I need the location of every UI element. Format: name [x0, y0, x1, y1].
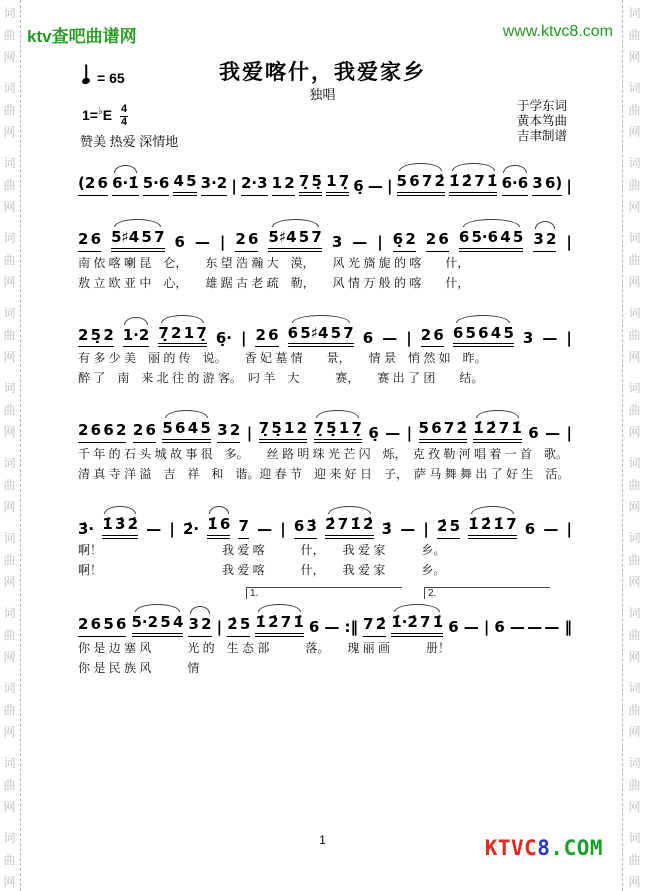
- lyrics-line: 啊！ 我 爱 喀 什， 我 爱 家 乡。: [78, 562, 446, 577]
- song-title: 我爱喀什，我爱家乡: [219, 61, 426, 84]
- note-group: |: [246, 424, 253, 443]
- ornament-char: 曲: [628, 178, 641, 192]
- ornament-char: 网: [3, 875, 16, 889]
- note-group: 6·6: [502, 174, 529, 196]
- note-group: 1̇ 2̇ 7 1̇: [255, 613, 303, 637]
- volta-bracket-2: 2.: [424, 587, 550, 599]
- ornament-char: 词: [628, 81, 641, 95]
- note-group: |: [566, 177, 572, 195]
- note-group: |: [566, 424, 572, 443]
- note-group: 3 6): [532, 174, 562, 196]
- left-border-ornament: [1, 2, 18, 891]
- lyrics-line: 你 是 边 塞 风 光 的 生 态 部 落。 瑰 丽 画 册！: [78, 640, 451, 655]
- note-group: 5 6 7 2̇: [419, 419, 467, 443]
- note-group: 2 6: [426, 230, 449, 252]
- ornament-char: 网: [3, 275, 16, 289]
- note-group: 7̣ 5̣ 1 7̣: [314, 419, 362, 443]
- logo-segment: 8: [537, 836, 551, 860]
- note-group: 5♯4 5 7: [268, 228, 321, 252]
- ornament-char: 词: [3, 81, 16, 95]
- lyrics-line: 千 年 的 石 头 城 故 事 很 多。 丝 路 明 珠 光 芒 闪 烁， 克 孜 勒 河 唱 着 一 首 歌。: [78, 447, 569, 461]
- ktvc8-logo-link[interactable]: [485, 836, 603, 860]
- ornament-char: 网: [3, 200, 16, 214]
- note-group: 2 6: [421, 326, 444, 348]
- key-letter: E: [102, 106, 113, 123]
- notes-row: [78, 505, 572, 539]
- note-group: —: [543, 520, 559, 538]
- credits: [517, 99, 567, 144]
- ornament-char: 曲: [3, 403, 16, 417]
- note-group: — — —: [509, 617, 560, 636]
- note-group: 3 2: [217, 421, 240, 443]
- ornament-char: 网: [3, 350, 16, 364]
- note-group: |: [406, 424, 413, 443]
- lyrics-line: 醉 了 南 来 北 往 的 游 客。 叼 羊 大 赛， 赛 出 了 团 结。: [78, 371, 484, 386]
- note-group: —: [463, 617, 479, 636]
- notation-system: [78, 409, 572, 483]
- notes-row: [78, 218, 572, 252]
- ornament-char: 曲: [3, 328, 16, 342]
- note-group: 5·6: [143, 174, 170, 196]
- note-group: 1̇ 2̇ 7 1̇: [449, 172, 497, 196]
- ornament-char: 词: [628, 306, 641, 320]
- ornament-char: 词: [628, 606, 641, 620]
- note-group: ‖: [564, 617, 572, 636]
- ornament-char: 网: [3, 725, 16, 739]
- note-group: —: [545, 424, 561, 443]
- ornament-char: 词: [628, 6, 641, 20]
- ornament-char: 曲: [628, 853, 641, 867]
- notation-system: [78, 505, 572, 579]
- note-group: 1̇ 2̇ 7 1̇: [473, 419, 521, 443]
- note-group: 7: [238, 517, 248, 539]
- ornament-char: 网: [628, 875, 641, 889]
- ornament-char: 网: [628, 125, 641, 139]
- notation-systems: [78, 162, 572, 699]
- ornament-char: 网: [3, 425, 16, 439]
- note-group: 5·2 5 4: [132, 613, 184, 637]
- song-subtitle: 独唱: [309, 87, 336, 102]
- note-group: —: [194, 232, 210, 251]
- note-group: 6: [308, 617, 320, 636]
- note-group: 6̣ 2: [393, 230, 416, 252]
- key-prefix: 1=: [82, 106, 98, 123]
- note-group: 3̇: [381, 520, 393, 538]
- note-group: 6: [448, 617, 459, 636]
- ornament-char: 网: [628, 650, 641, 664]
- note-group: 6̣·: [215, 328, 232, 347]
- note-group: |: [566, 232, 572, 251]
- note-group: 1̇ 6: [207, 515, 230, 539]
- ornament-char: 网: [628, 575, 641, 589]
- notes-row: [78, 409, 572, 443]
- ornament-char: 曲: [3, 853, 16, 867]
- note-group: 2 6: [133, 421, 156, 443]
- note-group: 2̇ 5: [437, 517, 460, 539]
- ornament-char: 词: [3, 231, 16, 245]
- ornament-char: 曲: [628, 28, 641, 42]
- ornament-char: 词: [628, 831, 641, 845]
- ornament-char: 网: [628, 350, 641, 364]
- note-group: |: [483, 617, 490, 636]
- note-group: —: [352, 232, 368, 251]
- ornament-char: 曲: [628, 253, 641, 267]
- ornament-char: 曲: [3, 478, 16, 492]
- composer-credit: 黄本笃曲: [517, 114, 568, 128]
- note-group: —: [400, 520, 416, 538]
- note-group: 6·1̇: [112, 174, 139, 196]
- note-group: 6: [524, 520, 536, 538]
- notes-row: [78, 603, 572, 637]
- note-group: 2 6: [255, 326, 278, 348]
- ornament-char: 曲: [3, 553, 16, 567]
- tempo-marking: [82, 70, 125, 86]
- lyrics-line: 啊！ 我 爱 喀 什， 我 爱 家 乡。: [78, 542, 446, 557]
- ornament-char: 网: [3, 500, 16, 514]
- note-group: |: [406, 328, 412, 347]
- note-group: 2̇ 5: [227, 615, 250, 637]
- note-group: 5♯4 5 7: [111, 228, 164, 252]
- note-group: 6: [528, 424, 539, 443]
- ornament-char: 词: [3, 156, 16, 170]
- expression-marking: 赞美 热爱 深情地: [80, 134, 179, 149]
- ornament-char: 词: [628, 156, 641, 170]
- note-group: —: [324, 617, 340, 636]
- ornament-char: 网: [3, 125, 16, 139]
- note-group: 2̇·: [182, 520, 200, 538]
- time-signature: $\frac{4}{4}$: [121, 103, 128, 128]
- note-group: |: [423, 520, 429, 538]
- note-group: 2·3: [241, 174, 268, 196]
- ornament-char: 词: [628, 756, 641, 770]
- ornament-char: 网: [628, 425, 641, 439]
- ornament-char: 词: [3, 681, 16, 695]
- ornament-char: 词: [3, 381, 16, 395]
- ornament-char: 曲: [3, 178, 16, 192]
- note-group: 2 6: [78, 230, 101, 252]
- ornament-char: 曲: [628, 103, 641, 117]
- volta-bracket-1: 1.: [246, 587, 402, 599]
- ornament-char: 词: [3, 456, 16, 470]
- lyricist-credit: 于学东词: [517, 99, 568, 113]
- note-group: (2 6: [78, 174, 108, 196]
- note-group: 1̇·2̇ 7 1̇: [391, 613, 443, 637]
- note-group: 6: [494, 617, 505, 636]
- quarter-note-icon: [81, 77, 90, 85]
- note-group: 7̣ 2 1 7̣: [158, 324, 206, 348]
- note-group: |: [219, 232, 226, 251]
- ornament-char: 词: [3, 756, 16, 770]
- ornament-char: 曲: [628, 328, 641, 342]
- ornament-char: 词: [628, 531, 641, 545]
- ornament-char: 曲: [628, 553, 641, 567]
- note-group: 6 5♯4 5 7: [288, 324, 354, 348]
- ornament-char: 词: [3, 531, 16, 545]
- lyrics-line: 清 真 寺 洋 溢 吉 祥 和 谐。迎 春 节 迎 来 好 日 子， 萨 马 舞 舞 出 了 好 生 活。: [78, 467, 570, 481]
- note-group: —: [385, 424, 401, 443]
- note-group: |: [566, 520, 572, 538]
- notes-row: [78, 314, 572, 348]
- note-group: :‖: [344, 617, 358, 636]
- note-group: —: [542, 328, 558, 347]
- note-group: 5 6 4 5: [162, 419, 210, 443]
- ornament-char: 网: [3, 800, 16, 814]
- note-group: 1̇ 3̇ 2̇: [102, 515, 138, 539]
- note-group: 1·2: [123, 326, 150, 348]
- ornament-char: 词: [3, 606, 16, 620]
- note-group: 1̇ 2̇ 1̇ 7: [468, 515, 516, 539]
- ornament-char: 曲: [628, 478, 641, 492]
- flat-sign: ♭: [97, 106, 103, 118]
- lyrics-line: 你 是 民 族 风 情: [78, 660, 200, 675]
- note-group: 2 6 6 2: [78, 421, 126, 443]
- note-group: 3 2: [533, 230, 556, 252]
- ornament-char: 网: [628, 200, 641, 214]
- note-group: |: [566, 328, 572, 347]
- note-group: 4 5: [173, 172, 196, 196]
- note-group: 6 5·6 4 5: [459, 228, 524, 252]
- ornament-char: 曲: [3, 628, 16, 642]
- site-url-link[interactable]: www.ktvc8.com: [502, 23, 613, 40]
- ornament-char: 曲: [628, 403, 641, 417]
- ornament-char: 网: [628, 725, 641, 739]
- note-group: |: [216, 617, 223, 636]
- note-group: |: [280, 520, 286, 538]
- page-number: 1: [319, 833, 326, 847]
- note-group: |: [377, 232, 383, 251]
- ornament-char: 网: [3, 575, 16, 589]
- note-group: 2̇ 7 1̇ 2̇: [325, 515, 373, 539]
- transcriber-credit: 吉聿制谱: [517, 129, 568, 143]
- ornament-char: 网: [3, 50, 16, 64]
- note-group: —: [146, 520, 162, 538]
- notation-system: [78, 589, 572, 677]
- ornament-char: 词: [628, 681, 641, 695]
- note-group: 6̣: [368, 424, 379, 443]
- right-border-ornament: [626, 2, 643, 891]
- note-group: 6 3̇: [294, 517, 317, 539]
- ornament-char: 曲: [3, 103, 16, 117]
- ornament-char: 曲: [3, 28, 16, 42]
- logo-segment: KTVC: [484, 836, 538, 860]
- ornament-char: 网: [628, 50, 641, 64]
- note-group: |: [240, 328, 247, 347]
- note-group: 3: [331, 232, 343, 251]
- lyrics-line: 南 依 喀 喇 昆 仑， 东 望 浩 瀚 大 漠， 风 光 旖 旎 的 喀 什，: [78, 255, 470, 270]
- note-group: —: [382, 328, 398, 347]
- note-group: |: [169, 520, 175, 538]
- note-group: |: [386, 177, 393, 195]
- ornament-char: 词: [3, 831, 16, 845]
- note-group: 2 6 5 6: [78, 615, 126, 637]
- logo-segment: .COM: [550, 836, 603, 860]
- note-group: 5 6 7 2̇: [397, 172, 445, 196]
- note-group: 6̣: [353, 177, 364, 195]
- site-brand-link[interactable]: ktv查吧曲谱网: [27, 27, 137, 46]
- ornament-char: 词: [628, 456, 641, 470]
- ornament-char: 曲: [628, 778, 641, 792]
- note-group: 3̇·: [78, 520, 95, 538]
- ornament-char: 曲: [628, 628, 641, 642]
- note-group: —: [257, 520, 273, 538]
- notes-row: [78, 162, 572, 196]
- note-group: 6 5 6 4 5: [453, 324, 514, 348]
- note-group: 6: [174, 232, 185, 251]
- lyrics-line: 敖 立 欧 亚 中 心， 雄 踞 古 老 疏 勒， 风 情 万 般 的 喀 什，: [78, 275, 470, 290]
- note-group: 2 5̣ 2: [78, 326, 114, 348]
- note-group: 3: [522, 328, 534, 347]
- right-dashed-divider: [622, 0, 623, 891]
- ornament-char: 网: [628, 275, 641, 289]
- ornament-char: 曲: [628, 703, 641, 717]
- ornament-char: 词: [628, 381, 641, 395]
- note-group: 6: [362, 328, 374, 347]
- ornament-char: 词: [3, 306, 16, 320]
- note-group: 2 6: [235, 230, 258, 252]
- note-group: 7̣ 5̣: [299, 172, 322, 196]
- left-dashed-divider: [20, 0, 21, 891]
- ornament-char: 网: [3, 650, 16, 664]
- ornament-char: 网: [628, 800, 641, 814]
- note-group: 7̣ 5̣ 1 2: [259, 419, 307, 443]
- note-group: —: [367, 177, 383, 195]
- ornament-char: 曲: [3, 703, 16, 717]
- ornament-char: 词: [628, 231, 641, 245]
- note-group: 3 2: [188, 615, 211, 637]
- notation-system: [78, 314, 572, 388]
- notation-system: [78, 162, 572, 196]
- ornament-char: 网: [628, 500, 641, 514]
- note-group: 1 7̣: [326, 172, 349, 196]
- ornament-char: 曲: [3, 253, 16, 267]
- note-group: 1 2: [272, 174, 295, 196]
- key-signature: [82, 104, 128, 128]
- note-group: 7 2̇: [363, 615, 386, 637]
- note-group: |: [231, 177, 237, 195]
- lyrics-line: 有 多 少 美 丽 的 传 说。 香 妃 墓 情 景， 情 景 悄 然 如 昨。: [78, 351, 487, 366]
- ornament-char: 曲: [3, 778, 16, 792]
- tempo-value: = 65: [97, 70, 125, 86]
- note-group: 3·2: [201, 174, 228, 196]
- notation-system: [78, 218, 572, 292]
- ornament-char: 词: [3, 6, 16, 20]
